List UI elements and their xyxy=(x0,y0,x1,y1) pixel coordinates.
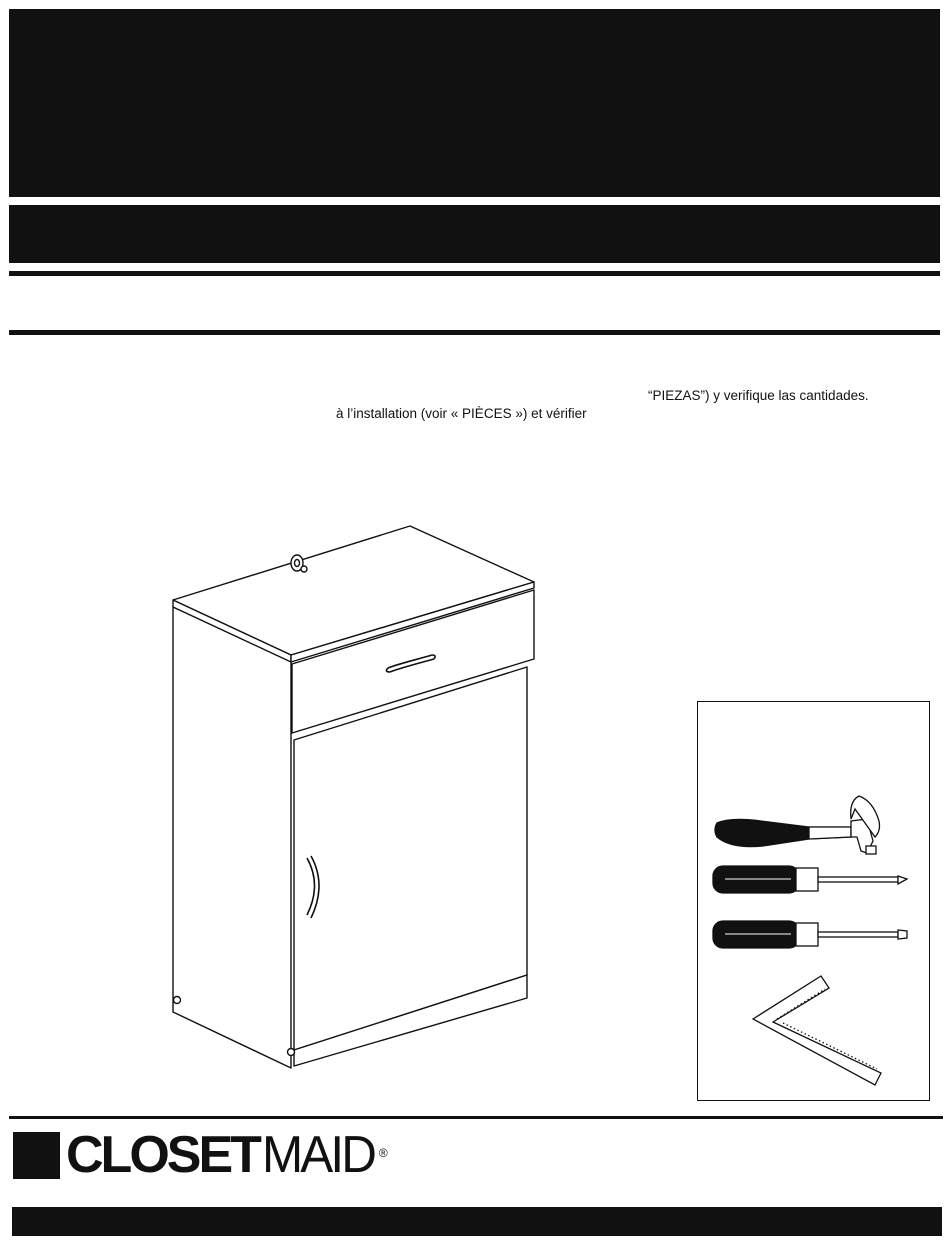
spanish-intro-line: “PIEZAS”) y verifique las cantidades. xyxy=(648,388,869,403)
carpenter-square-icon xyxy=(753,976,881,1085)
header-rule-bottom xyxy=(9,330,940,335)
french-intro-line: à l’installation (voir « PIÈCES ») et vérifier xyxy=(336,406,587,421)
brand-logo xyxy=(13,1126,388,1184)
brand-bold: CLOSET xyxy=(66,1126,259,1184)
header-title-block xyxy=(9,9,940,197)
registered-mark: ® xyxy=(378,1146,388,1160)
cabinet-illustration xyxy=(160,520,550,1075)
footer-bar xyxy=(12,1207,942,1236)
flathead-screwdriver-icon xyxy=(713,921,907,948)
tools-illustration xyxy=(698,702,931,1102)
hammer-icon xyxy=(715,796,880,854)
header-rule-top xyxy=(9,271,940,276)
logo-square-icon xyxy=(13,1132,60,1179)
footer-rule xyxy=(9,1116,943,1119)
header-subtitle-block xyxy=(9,205,940,263)
tools-box xyxy=(697,701,930,1101)
brand-light: MAID xyxy=(261,1126,374,1184)
phillips-screwdriver-icon xyxy=(713,866,907,893)
